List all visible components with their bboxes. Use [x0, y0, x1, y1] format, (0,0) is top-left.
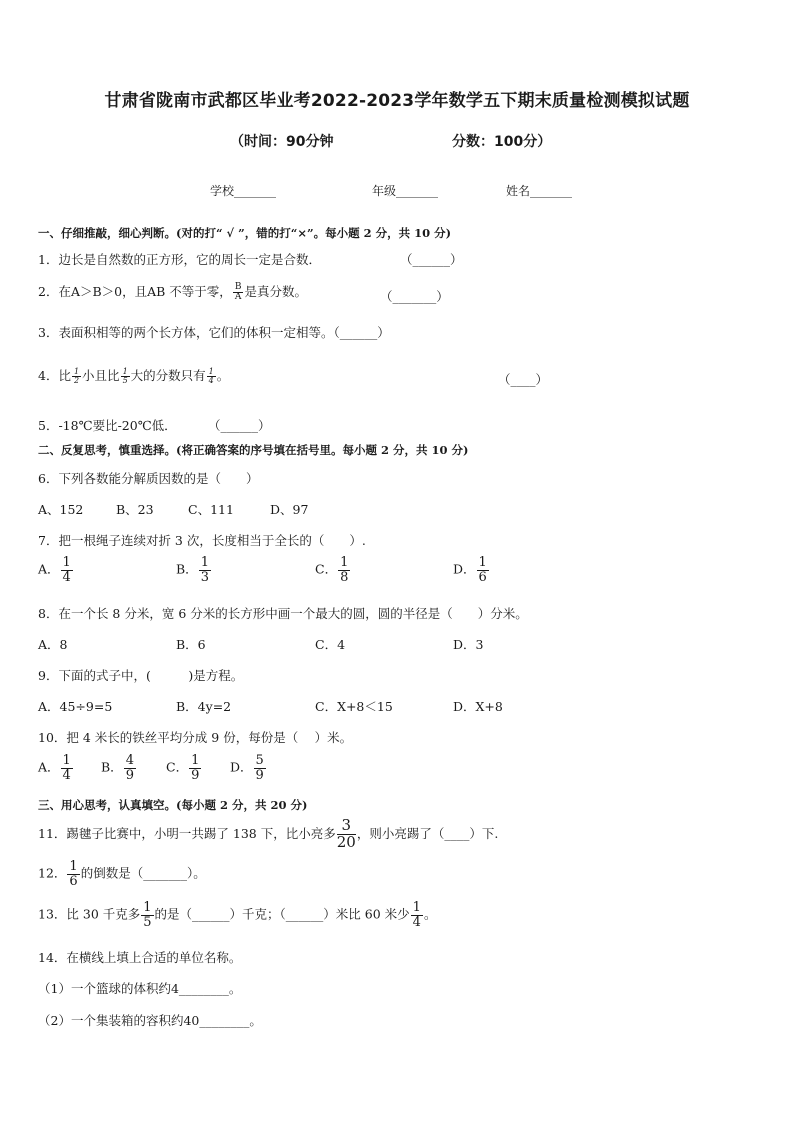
denominator: 5 — [143, 914, 152, 930]
q9-option-c[interactable]: C．X+8＜15 — [315, 699, 393, 714]
section-2-heading: 二、反复思考，慎重选择。(将正确答案的序号填在括号里。每小题 2 分，共 10 分) — [38, 443, 469, 457]
grade-field[interactable]: 年级_______ — [372, 184, 439, 198]
question-12-text-pre: 12． — [38, 865, 67, 881]
question-4-text-post: 。 — [216, 368, 230, 383]
question-4-text-mid2: 大的分数只有 — [130, 368, 206, 383]
q8-option-a[interactable]: A．8 — [38, 637, 68, 652]
numerator: 1 — [62, 555, 71, 570]
question-7: 7．把一根绳子连续对折 3 次，长度相当于全长的（ ）. — [38, 533, 366, 548]
fraction — [199, 556, 211, 584]
denominator: 9 — [125, 767, 134, 783]
fraction — [337, 818, 356, 851]
fraction — [141, 901, 153, 929]
numerator: 1 — [122, 366, 128, 376]
q8-option-d[interactable]: D．3 — [453, 637, 484, 652]
section-1-heading: 一、仔细推敲，细心判断。(对的打“ √ ”，错的打“×”。每小题 2 分，共 10 分) — [38, 226, 452, 240]
denominator: 5 — [122, 376, 128, 385]
fraction — [61, 754, 73, 782]
numerator: 1 — [69, 859, 78, 874]
numerator: 1 — [191, 753, 200, 768]
question-11-text-post: ，则小亮踢了（____）下. — [356, 825, 499, 841]
option-label: B． — [101, 759, 123, 775]
fraction — [189, 754, 201, 782]
question-6: 6．下列各数能分解质因数的是（ ） — [38, 471, 259, 486]
exam-score: 分数：100分） — [452, 134, 552, 150]
question-9: 9．下面的式子中，( )是方程。 — [38, 668, 244, 683]
question-2-answer[interactable]: （_______） — [380, 289, 449, 304]
numerator: 1 — [143, 900, 152, 915]
q9-option-d[interactable]: D．X+8 — [453, 699, 503, 714]
denominator: 6 — [478, 569, 487, 585]
denominator: 4 — [62, 569, 71, 585]
option-label: B． — [176, 561, 198, 577]
numerator: 1 — [412, 900, 421, 915]
question-1-answer[interactable]: （______） — [400, 252, 463, 267]
denominator: 6 — [69, 873, 78, 889]
question-14: 14．在横线上填上合适的单位名称。 — [38, 950, 242, 965]
question-2-text-pre: 2．在A＞B＞0，且AB 不等于零， — [38, 284, 232, 299]
question-10: 10．把 4 米长的铁丝平均分成 9 份，每份是（ ）米。 — [38, 730, 353, 745]
question-4-text-mid: 小且比 — [82, 368, 120, 383]
q6-option-a[interactable]: A、152 — [38, 502, 84, 517]
fraction — [61, 556, 73, 584]
numerator: 1 — [62, 753, 71, 768]
question-4-answer[interactable]: （____） — [498, 372, 549, 387]
numerator: 5 — [255, 753, 264, 768]
q6-option-d[interactable]: D、97 — [270, 502, 309, 517]
denominator: 8 — [340, 569, 349, 585]
question-14-part-2[interactable]: （2）一个集装箱的容积约40________。 — [38, 1013, 262, 1028]
question-2 — [38, 282, 307, 302]
fraction — [233, 283, 244, 303]
denominator: 9 — [255, 767, 264, 783]
option-label: C． — [315, 561, 338, 577]
fraction — [124, 754, 136, 782]
question-13-text-pre: 13．比 30 千克多 — [38, 906, 141, 922]
q10-option-c[interactable] — [166, 754, 202, 782]
question-4-text-pre: 4．比 — [38, 368, 71, 383]
q7-option-c[interactable] — [315, 556, 351, 584]
fraction — [72, 368, 81, 386]
q6-option-c[interactable]: C、111 — [188, 502, 234, 517]
question-5: 5．-18℃要比-20℃低． — [38, 418, 177, 433]
numerator: 1 — [73, 366, 80, 376]
question-14-part-1[interactable]: （1）一个篮球的体积约4________。 — [38, 981, 242, 996]
denominator: 2 — [73, 376, 80, 385]
exam-time: （时间：90分钟 — [230, 134, 334, 150]
q9-option-b[interactable]: B．4y=2 — [176, 699, 232, 714]
denominator: 9 — [191, 767, 200, 783]
fraction — [254, 754, 266, 782]
option-label: A． — [38, 759, 60, 775]
question-11 — [38, 818, 498, 851]
numerator: 1 — [478, 555, 487, 570]
q6-option-b[interactable]: B、23 — [116, 502, 154, 517]
numerator: 1 — [208, 366, 214, 376]
question-1: 1．边长是自然数的正方形，它的周长一定是合数． — [38, 252, 321, 267]
numerator: 3 — [337, 818, 356, 835]
numerator: 1 — [200, 555, 209, 570]
q8-option-c[interactable]: C．4 — [315, 637, 346, 652]
name-field[interactable]: 姓名_______ — [506, 184, 573, 198]
option-label: C． — [166, 759, 189, 775]
fraction — [477, 556, 489, 584]
question-2-text-post: 是真分数。 — [244, 284, 307, 299]
question-11-text-pre: 11．踢毽子比赛中，小明一共踢了 138 下，比小亮多 — [38, 825, 336, 841]
question-4 — [38, 366, 229, 385]
question-13-text-mid: 的是（______）千克；（______）米比 60 米少 — [154, 906, 410, 922]
q7-option-b[interactable] — [176, 556, 212, 584]
denominator: 4 — [412, 914, 421, 930]
q10-option-b[interactable] — [101, 754, 137, 782]
denominator: 20 — [336, 832, 356, 851]
option-label: D． — [453, 561, 476, 577]
fraction — [338, 556, 350, 584]
q7-option-a[interactable] — [38, 556, 74, 584]
question-12 — [38, 860, 206, 888]
question-12-text-post: 的倒数是（_______）。 — [80, 865, 206, 881]
question-5-answer[interactable]: （______） — [208, 418, 271, 433]
question-13-text-post: 。 — [423, 906, 437, 922]
q7-option-d[interactable] — [453, 556, 490, 584]
numerator: 4 — [125, 753, 134, 768]
q9-option-a[interactable]: A．45÷9=5 — [38, 699, 113, 714]
fraction — [411, 901, 423, 929]
denominator: A — [234, 292, 242, 302]
question-8: 8．在一个长 8 分米，宽 6 分米的长方形中画一个最大的圆，圆的半径是（ ）分米。 — [38, 606, 528, 621]
fraction — [121, 368, 130, 386]
numerator: B — [234, 281, 242, 292]
fraction — [207, 368, 216, 386]
page-title: 甘肃省陇南市武都区毕业考2022-2023学年数学五下期末质量检测模拟试题 — [104, 91, 690, 111]
denominator: 4 — [208, 376, 214, 385]
denominator: 4 — [62, 767, 71, 783]
denominator: 3 — [200, 569, 209, 585]
q10-option-d[interactable] — [230, 754, 267, 782]
fraction — [67, 860, 79, 888]
school-field[interactable]: 学校_______ — [210, 184, 277, 198]
option-label: A． — [38, 561, 60, 577]
question-3: 3．表面积相等的两个长方体，它们的体积一定相等。（______） — [38, 325, 390, 340]
question-13 — [38, 901, 436, 929]
section-3-heading: 三、用心思考，认真填空。(每小题 2 分，共 20 分) — [38, 798, 308, 812]
option-label: D． — [230, 759, 253, 775]
numerator: 1 — [340, 555, 349, 570]
q8-option-b[interactable]: B．6 — [176, 637, 206, 652]
q10-option-a[interactable] — [38, 754, 74, 782]
